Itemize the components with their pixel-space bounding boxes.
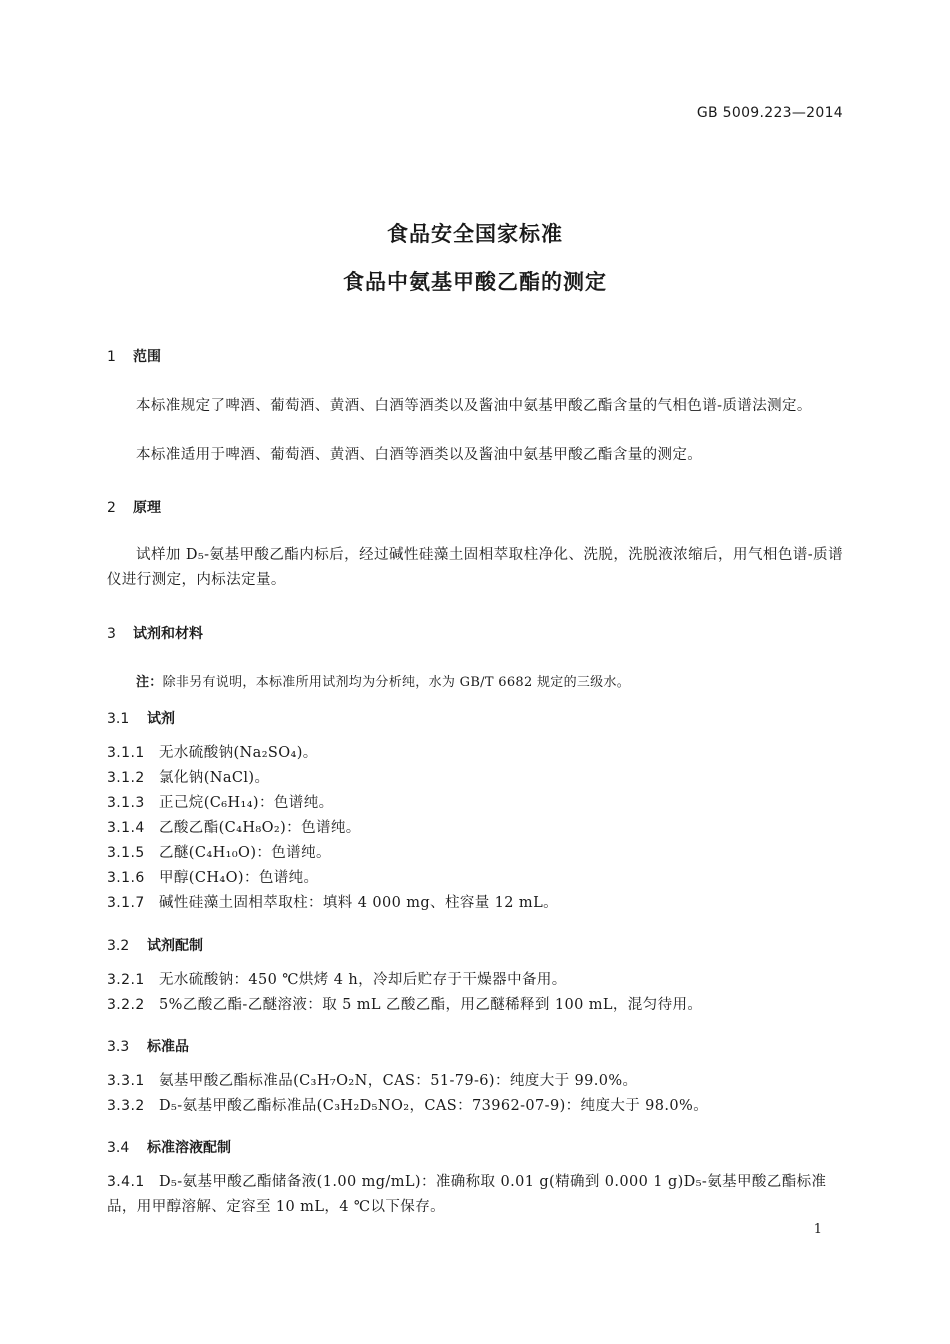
section-1-heading [107, 346, 161, 366]
list-item [107, 1170, 843, 1220]
subsection-3-2-heading [107, 935, 203, 955]
subsection-title: 标准品 [147, 1039, 189, 1055]
subsection-3-4-heading [107, 1137, 231, 1157]
list-item [107, 891, 843, 916]
page-number: 1 [813, 1222, 822, 1237]
section-3-note [136, 671, 630, 690]
section-title: 试剂和材料 [133, 626, 203, 642]
list-item [107, 741, 843, 766]
list-item [107, 841, 843, 866]
list-item [107, 866, 843, 891]
list-item [107, 968, 843, 993]
subsection-title: 标准溶液配制 [147, 1140, 231, 1156]
subsection-3-3-heading [107, 1036, 189, 1056]
section-number: 2 [107, 500, 116, 516]
item-text: 氯化钠(NaCl)。 [159, 770, 270, 786]
subsection-3-1-heading [107, 708, 175, 728]
section-1-paragraph-2: 本标准适用于啤酒、葡萄酒、黄酒、白酒等酒类以及酱油中氨基甲酸乙酯含量的测定。 [136, 447, 703, 463]
document-title: 食品安全国家标准 [387, 222, 563, 246]
section-number: 1 [107, 349, 116, 365]
list-item [107, 993, 843, 1018]
subsection-title: 试剂 [147, 711, 175, 727]
document-subtitle: 食品中氨基甲酸乙酯的测定 [343, 270, 607, 294]
item-text: D₅-氨基甲酸乙酯标准品(C₃H₂D₅NO₂，CAS：73962-07-9)：纯度大于 98.0%。 [159, 1098, 709, 1114]
item-text: D₅-氨基甲酸乙酯储备液(1.00 mg/mL)：准确称取 0.01 g(精确到 0.000 1 g)D₅-氨基甲酸乙酯标准品，用甲醇溶解、定容至 10 mL，4 ℃以下保存。 [107, 1174, 827, 1215]
item-text: 氨基甲酸乙酯标准品(C₃H₇O₂N，CAS：51-79-6)：纯度大于 99.0%。 [159, 1073, 638, 1089]
item-text: 乙酸乙酯(C₄H₈O₂)：色谱纯。 [159, 820, 361, 836]
subsection-number: 3.4 [107, 1140, 130, 1156]
section-number: 3 [107, 626, 116, 642]
item-text: 无水硫酸钠(Na₂SO₄)。 [159, 745, 318, 761]
section-title: 范围 [133, 349, 161, 365]
subsection-title: 试剂配制 [147, 938, 203, 954]
item-text: 碱性硅藻土固相萃取柱：填料 4 000 mg、柱容量 12 mL。 [159, 895, 559, 911]
section-2-heading [107, 497, 161, 517]
list-item [107, 1094, 843, 1119]
subsection-number: 3.1 [107, 711, 130, 727]
item-number: 3.1.3 [107, 795, 145, 811]
list-item [107, 816, 843, 841]
item-number: 3.3.2 [107, 1098, 145, 1114]
list-item [107, 791, 843, 816]
item-text: 甲醇(CH₄O)：色谱纯。 [159, 870, 319, 886]
item-number: 3.2.2 [107, 997, 145, 1013]
section-2-paragraph: 试样加 D₅-氨基甲酸乙酯内标后，经过碱性硅藻土固相萃取柱净化、洗脱，洗脱液浓缩后，用气相色谱-质谱仪进行测定，内标法定量。 [107, 547, 843, 588]
item-number: 3.1.1 [107, 745, 145, 761]
item-text: 正己烷(C₆H₁₄)：色谱纯。 [159, 795, 334, 811]
standard-code: GB 5009.223—2014 [696, 105, 843, 121]
item-number: 3.3.1 [107, 1073, 145, 1089]
item-number: 3.1.5 [107, 845, 145, 861]
section-3-heading [107, 623, 203, 643]
list-item [107, 766, 843, 791]
item-text: 5%乙酸乙酯-乙醚溶液：取 5 mL 乙酸乙酯，用乙醚稀释到 100 mL，混匀待用。 [159, 997, 703, 1013]
item-number: 3.4.1 [107, 1174, 145, 1190]
subsection-number: 3.2 [107, 938, 130, 954]
item-number: 3.1.4 [107, 820, 145, 836]
subsection-number: 3.3 [107, 1039, 130, 1055]
section-title: 原理 [133, 500, 161, 516]
item-number: 3.1.2 [107, 770, 145, 786]
note-text: 除非另有说明，本标准所用试剂均为分析纯，水为 GB/T 6682 规定的三级水。 [162, 675, 631, 690]
item-number: 3.1.7 [107, 895, 145, 911]
note-label: 注： [136, 675, 163, 690]
item-text: 乙醚(C₄H₁₀O)：色谱纯。 [159, 845, 331, 861]
item-text: 无水硫酸钠：450 ℃烘烤 4 h，冷却后贮存于干燥器中备用。 [159, 972, 567, 988]
item-number: 3.2.1 [107, 972, 145, 988]
section-1-paragraph-1: 本标准规定了啤酒、葡萄酒、黄酒、白酒等酒类以及酱油中氨基甲酸乙酯含量的气相色谱-质谱法测定。 [136, 398, 812, 414]
item-number: 3.1.6 [107, 870, 145, 886]
list-item [107, 1069, 843, 1094]
